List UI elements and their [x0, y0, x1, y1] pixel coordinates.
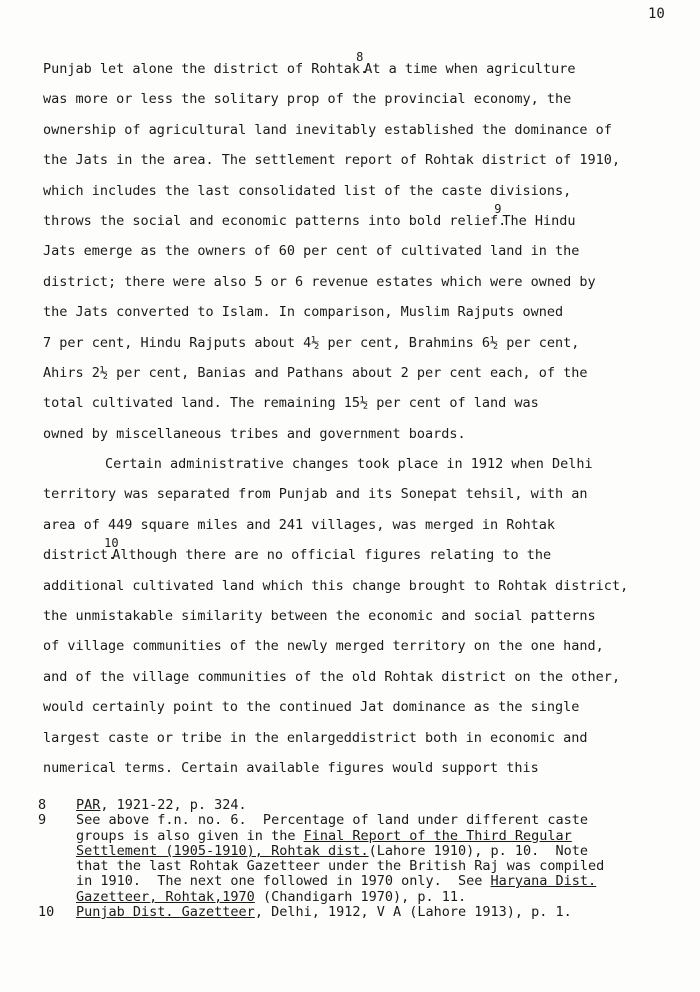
citation-text: (Chandigarh 1970), p. 11. [254, 888, 467, 905]
line-text: largest caste or tribe in the enlargeddistrict both in economic and [43, 729, 588, 746]
line-text: the Jats in the area. The settlement report of Rohtak district of 1910, [43, 152, 621, 169]
text-line [43, 302, 700, 332]
footnotes [38, 798, 698, 920]
footnote-text [76, 798, 698, 813]
line-text: area of 449 square miles and 241 villages, was merged in Rohtak [43, 516, 556, 533]
line-text: Certain administrative changes took place in 1912 when Delhi [105, 456, 593, 473]
text-line [43, 697, 700, 727]
text-line [43, 150, 700, 180]
citation-title: Gazetteer, Rohtak,1970 [76, 888, 255, 905]
line-text: the unmistakable similarity between the economic and social patterns [43, 608, 596, 625]
citation-title: PAR [76, 797, 101, 813]
text-line [43, 241, 700, 271]
citation-text: groups is also given in the [76, 827, 304, 844]
footnote [38, 905, 698, 920]
text-line [43, 363, 700, 393]
line-text: Punjab let alone the district of Rohtak. [43, 61, 369, 77]
line-text-rest: At a time when agriculture [356, 61, 576, 77]
citation-title: Punjab Dist. Gazetteer [76, 904, 255, 921]
citation-text: See above f.n. no. 6. Percentage of land under different caste [76, 812, 589, 829]
line-text: numerical terms. Certain available figures would support this [43, 759, 539, 776]
line-text: district. [43, 547, 117, 564]
text-line [43, 606, 700, 636]
citation-text: in 1910. The next one followed in 1970 only. See [76, 873, 491, 890]
text-line [43, 393, 700, 423]
line-text-rest: Although there are no official figures relating to the [104, 547, 552, 564]
line-text: was more or less the solitary prop of the provincial economy, the [43, 91, 572, 108]
line-text: and of the village communities of the old Rohtak district on the other, [43, 668, 621, 685]
citation-text: that the last Rohtak Gazetteer under the British Raj was compiled [76, 858, 605, 875]
line-text: ownership of agricultural land inevitably established the dominance of [43, 121, 612, 138]
citation-text: , Delhi, 1912, V A (Lahore 1913), p. 1. [254, 904, 572, 921]
body-text [43, 50, 700, 788]
footnote [38, 813, 698, 905]
citation-title: Haryana Dist. [490, 873, 597, 890]
footnote-number: 9 [38, 812, 47, 829]
text-line [43, 758, 700, 788]
citation-text: , 1921-22, p. 324. [100, 797, 247, 813]
text-line [43, 333, 700, 363]
text-line [43, 667, 700, 697]
line-text: would certainly point to the continued Jat dominance as the single [43, 699, 580, 716]
text-line [43, 636, 700, 666]
citation-text: (Lahore 1910), p. 10. Note [368, 842, 589, 859]
text-line [43, 728, 700, 758]
text-line [43, 454, 700, 484]
line-text: 7 per cent, Hindu Rajputs about 4½ per cent, Brahmins 6½ per cent, [43, 334, 580, 351]
line-text: territory was separated from Punjab and its Sonepat tehsil, with an [43, 486, 588, 503]
line-text: Jats emerge as the owners of 60 per cent of cultivated land in the [43, 243, 580, 260]
text-line: district.$^{10}$ Although there are no official figures relating to the [43, 536, 552, 564]
text-line [43, 181, 700, 211]
line-text: which includes the last consolidated list of the caste divisions, [43, 182, 572, 199]
line-text: of village communities of the newly merged territory on the one hand, [43, 638, 604, 655]
line-text: additional cultivated land which this change brought to Rohtak district, [43, 577, 629, 594]
line-text: throws the social and economic patterns into bold relief. [43, 212, 507, 229]
text-line [43, 515, 700, 545]
text-line [43, 89, 700, 119]
footnote-text [76, 905, 698, 920]
text-line [43, 576, 700, 606]
footnote-number: 10 [38, 904, 55, 921]
citation-title: Settlement (1905-1910), Rohtak dist. [76, 842, 369, 859]
text-line [43, 484, 700, 514]
line-text: district; there were also 5 or 6 revenue estates which were owned by [43, 273, 596, 290]
text-line: throws the social and economic patterns into bold relief.$^9$ The Hindu [43, 201, 576, 229]
line-text: owned by miscellaneous tribes and government boards. [43, 425, 466, 442]
line-text: total cultivated land. The remaining 15½ per cent of land was [43, 395, 539, 412]
footnote-number: 8 [38, 797, 47, 813]
text-line [43, 120, 700, 150]
text-line [43, 424, 700, 454]
line-text: the Jats converted to Islam. In comparison, Muslim Rajputs owned [43, 304, 564, 321]
footnote-text [76, 813, 698, 905]
footnote [38, 798, 698, 813]
text-line [43, 272, 700, 302]
line-text: Ahirs 2½ per cent, Banias and Pathans about 2 per cent each, of the [43, 364, 588, 381]
page-number: 10 [648, 6, 665, 22]
line-text-rest: The Hindu [494, 212, 576, 229]
citation-title: Final Report of the Third Regular [303, 827, 572, 844]
text-line: Punjab let alone the district of Rohtak.$^8$ At a time when agriculture [43, 50, 576, 77]
